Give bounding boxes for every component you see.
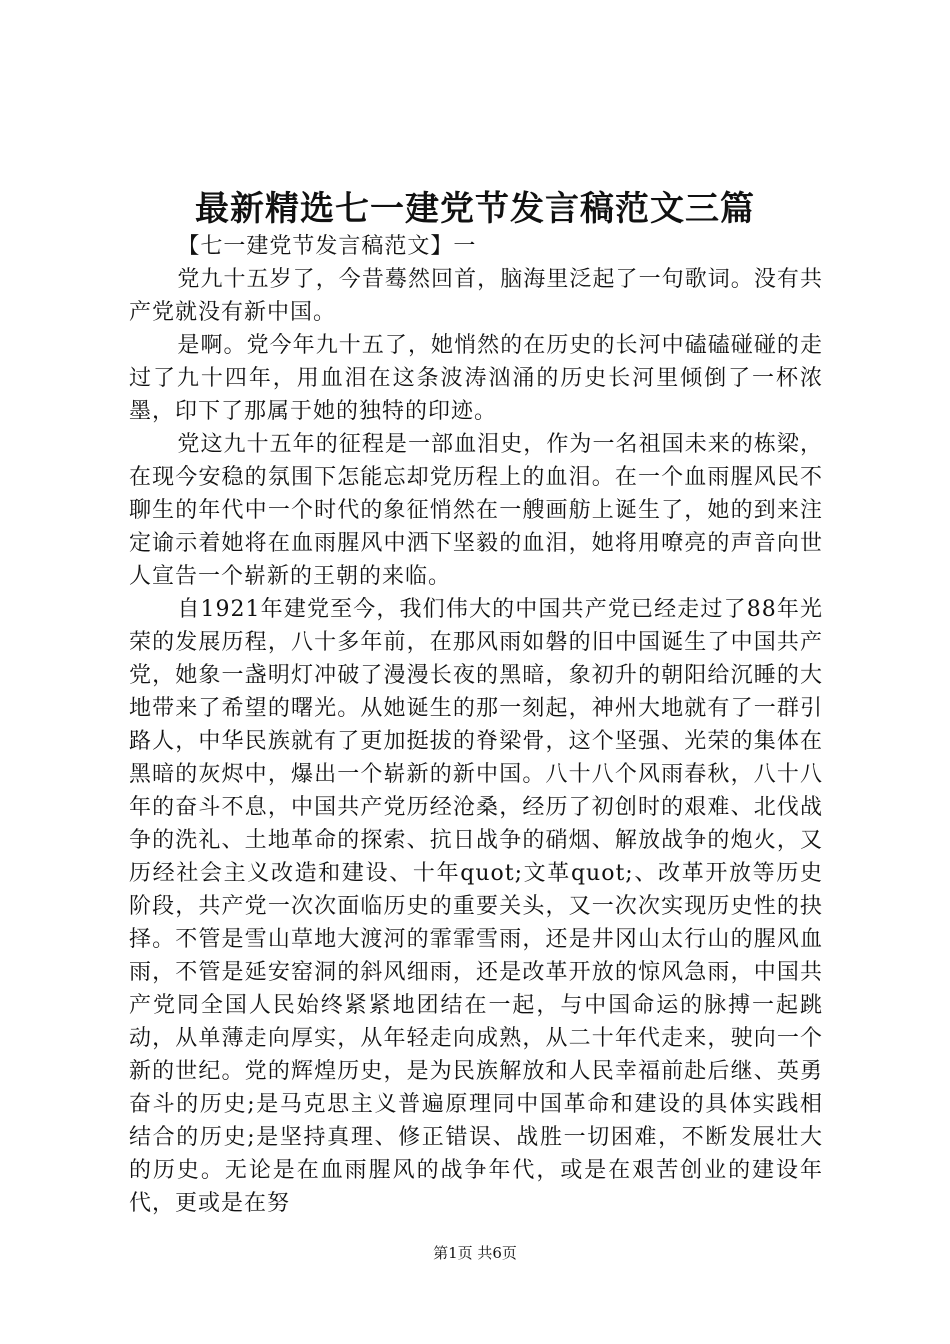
document-body — [129, 230, 823, 1220]
document-title: 最新精选七一建党节发言稿范文三篇 — [195, 189, 755, 229]
page-number-footer: 第1页 共6页 — [433, 1244, 517, 1262]
paragraph: 党九十五岁了，今昔蓦然回首，脑海里泛起了一句歌词。没有共产党就没有新中国。 — [129, 267, 823, 325]
paragraph: 是啊。党今年九十五了，她悄然的在历史的长河中磕磕碰碰的走过了九十四年，用血泪在这条波涛汹涌的历史长河里倾倒了一杯浓墨，印下了那属于她的独特的印迹。 — [129, 333, 823, 424]
paragraph: 党这九十五年的征程是一部血泪史，作为一名祖国未来的栋梁，在现今安稳的氛围下怎能忘却党历程上的血泪。在一个血雨腥风民不聊生的年代中一个时代的象征悄然在一艘画舫上诞生了，她的到来注定谕示着她将在血雨腥风中洒下坚毅的血泪，她将用嘹亮的声音向世人宣告一个崭新的王朝的来临。 — [129, 432, 823, 589]
section-heading: 【七一建党节发言稿范文】一 — [177, 234, 477, 259]
paragraph: 自1921年建党至今，我们伟大的中国共产党已经走过了88年光荣的发展历程，八十多年前，在那风雨如磐的旧中国诞生了中国共产党，她象一盏明灯冲破了漫漫长夜的黑暗，象初升的朝阳给沉睡的大地带来了希望的曙光。从她诞生的那一刻起，神州大地就有了一群引路人，中华民族就有了更加挺拔的脊梁骨，这个坚强、光荣的集体在黑暗的灰烬中，爆出一个崭新的新中国。八十八个风雨春秋，八十八年的奋斗不息，中国共产党历经沧桑，经历了初创时的艰难、北伐战争的洗礼、土地革命的探索、抗日战争的硝烟、解放战争的炮火，又历经社会主义改造和建设、十年quot;文革quot;、改革开放等历史阶段，共产党一次次面临历史的重要关头，又一次次实现历史性的抉择。不管是雪山草地大渡河的霏霏雪雨，还是井冈山太行山的腥风血雨，不管是延安窑洞的斜风细雨，还是改革开放的惊风急雨，中国共产党同全国人民始终紧紧地团结在一起，与中国命运的脉搏一起跳动，从单薄走向厚实，从年轻走向成熟，从二十年代走来，驶向一个新的世纪。党的辉煌历史，是为民族解放和人民幸福前赴后继、英勇奋斗的历史;是马克思主义普遍原理同中国革命和建设的具体实践相结合的历史;是坚持真理、修正错误、战胜一切困难，不断发展壮大的历史。无论是在血雨腥风的战争年代，或是在艰苦创业的建设年代，更或是在努 — [129, 597, 823, 1216]
